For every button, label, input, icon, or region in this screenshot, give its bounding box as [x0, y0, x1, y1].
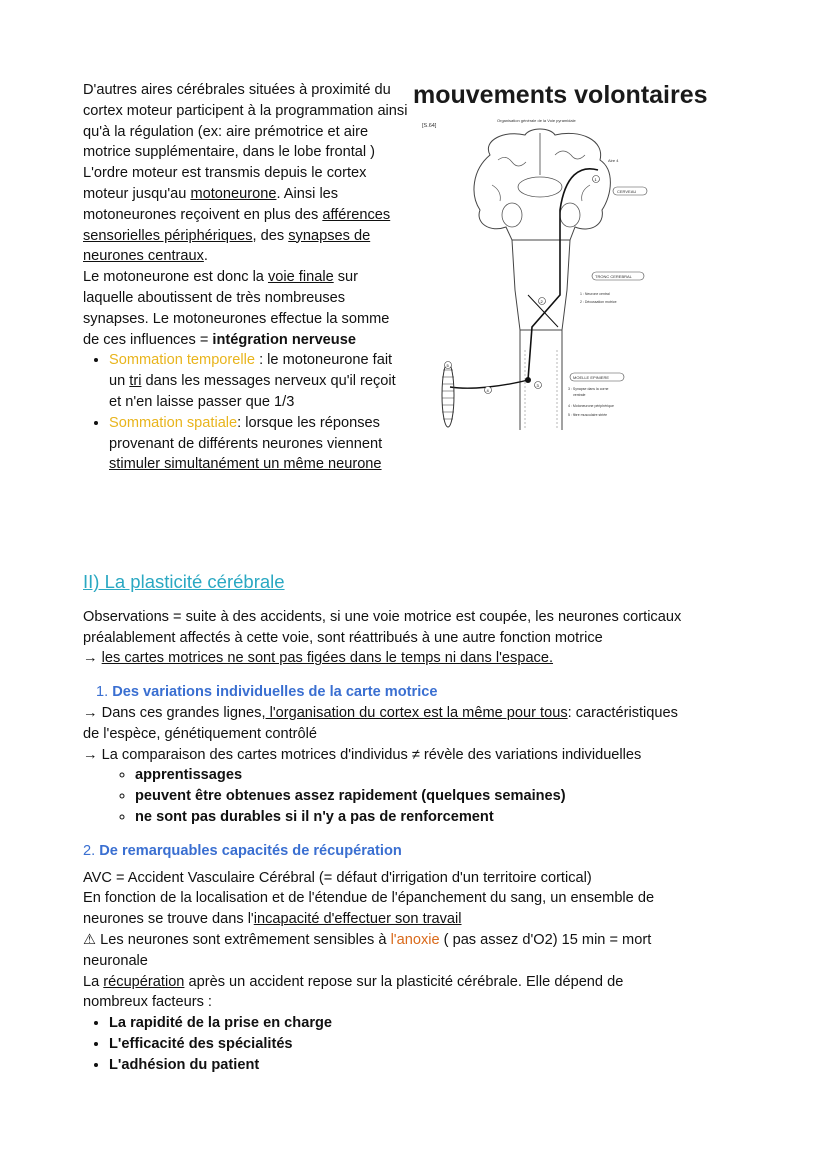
- paragraph-cortex-areas: [83, 80, 408, 163]
- marker-4: 4: [486, 388, 489, 393]
- observation-line: Observations = suite à des accidents, si une voie motrice est coupée, les neurones corticaux: [83, 608, 682, 625]
- legend-3: 3 : Synapse dans la corne: [568, 387, 609, 391]
- muscle-striations: [442, 370, 454, 419]
- paragraph-motor-order: [83, 163, 408, 267]
- list-item: • La rapidité de la prise en charge: [109, 1013, 763, 1034]
- label-tronc: TRONC CEREBRAL: [595, 274, 632, 279]
- observation-conclusion: [83, 648, 763, 669]
- recovery-line: AVC = Accident Vasculaire Cérébral (= défaut d'irrigation d'un territoire cortical): [83, 869, 592, 886]
- label-cerveau: CERVEAU: [617, 189, 637, 194]
- variation-line: [83, 703, 763, 724]
- text: L'ordre moteur est transmis depuis le cortex moteur jusqu'au: [83, 165, 367, 202]
- text: : lorsque les réponses provenant de différents neurones viennent: [109, 414, 383, 452]
- text: neurones se trouve dans l': [83, 911, 254, 928]
- recovery-line: [83, 972, 763, 993]
- list-item: ◦ peuvent être obtenues assez rapidement (quelques semaines): [135, 786, 763, 807]
- pyramidal-pathway-diagram: [420, 115, 660, 435]
- text: : le motoneurone fait un: [109, 352, 393, 390]
- text: Le motoneurone est donc la: [83, 269, 268, 286]
- legend-5: 5 : fibre musculaire striée: [568, 413, 608, 417]
- legend-4: 4 : Motoneurone périphérique: [568, 404, 614, 408]
- list-item: ◦ ne sont pas durables si il n'y a pas de renforcement: [135, 807, 763, 828]
- recovery-line: En fonction de la localisation et de l'étendue de l'épanchement du sang, un ensemble de: [83, 890, 655, 907]
- underlined-term: afférences sensorielles périphériques: [83, 206, 391, 244]
- underlined-term: tri: [129, 373, 142, 390]
- text: après un accident repose sur la plasticité cérébrale. Elle dépend de: [184, 973, 624, 990]
- observation-line: préalablement affectés à cette voie, sont réattribués à une autre fonction motrice: [83, 629, 603, 646]
- highlight-term: Sommation spatiale: [109, 414, 238, 431]
- central-neuron-path: [528, 169, 598, 380]
- summation-list: [83, 350, 408, 475]
- underlined-term: voie finale: [267, 269, 334, 286]
- text: dans les messages nerveux qu'il reçoit et n'en laisse passer que 1/3: [109, 373, 396, 410]
- list-item: • L'efficacité des spécialités: [109, 1034, 763, 1055]
- underlined-term: stimuler simultanément un même neurone: [109, 456, 382, 473]
- legend-1: 1 : Neurone central: [580, 292, 610, 296]
- underlined-term: motoneurone: [190, 185, 277, 202]
- bold-term: intégration nerveuse: [212, 331, 356, 348]
- text: .: [203, 248, 208, 265]
- variation-line: de l'espèce, génétiquement contrôlé: [83, 725, 318, 742]
- highlight-term: l'anoxie: [390, 931, 440, 948]
- left-column: [83, 80, 408, 475]
- text: , des: [252, 227, 289, 244]
- underlined-term: récupération: [103, 973, 185, 990]
- text: → Dans ces grandes lignes,: [83, 704, 266, 721]
- text: ⚠ Les neurones sont extrêmement sensibles à: [83, 931, 391, 948]
- section-title: II) La plasticité cérébrale: [83, 571, 285, 592]
- brain-outline: [474, 129, 610, 240]
- muscle-fiber: [442, 363, 454, 427]
- text: La: [83, 973, 104, 990]
- right-temporal: [560, 203, 580, 227]
- heading-text: De remarquables capacités de récupération: [99, 842, 402, 859]
- section-plasticity: [83, 572, 763, 1076]
- legend-3b: ventrale: [573, 393, 586, 397]
- label-aire4: Aire 4: [608, 158, 619, 163]
- figure-title: mouvements volontaires: [413, 81, 708, 109]
- paragraph-final-path: [83, 267, 408, 350]
- highlight-term: Sommation temporelle: [109, 352, 256, 369]
- marker-3: 3: [536, 383, 539, 388]
- text: . Ainsi les motoneurones reçoivent en plus des: [83, 185, 339, 223]
- marker-5: 5: [446, 363, 449, 368]
- heading-number: 2.: [83, 842, 96, 859]
- variation-line: → La comparaison des cartes motrices d'individus ≠ révèle des variations individuelles: [83, 746, 642, 763]
- legend-2: 2 : Décussation motrice: [580, 300, 617, 304]
- brain-gyri: [492, 151, 590, 201]
- heading-text: Des variations individuelles de la carte motrice: [112, 684, 438, 701]
- recovery-line: [83, 909, 763, 930]
- recovery-line: neuronale: [83, 952, 148, 969]
- text: ( pas assez d'O2) 15 min = mort: [439, 931, 652, 948]
- synapse-dot: [525, 377, 531, 383]
- text: sur laquelle aboutissent de très nombreuses synapses. Le motoneurones effectue la somme de ces influences =: [83, 269, 390, 348]
- arrow: →: [83, 650, 102, 667]
- underlined-term: l'organisation du cortex est la même pour tous: [265, 704, 568, 721]
- left-temporal: [502, 203, 522, 227]
- list-item: [109, 413, 408, 475]
- list-item: [109, 350, 408, 412]
- marker-2: 2: [540, 299, 543, 304]
- list-item: • L'adhésion du patient: [109, 1055, 763, 1076]
- label-moelle: MOELLE EPINIERE: [573, 375, 610, 380]
- heading-number: 1.: [96, 684, 109, 701]
- subheading-recovery: [83, 841, 763, 862]
- underlined-term: synapses de neurones centraux: [83, 227, 371, 265]
- recovery-line: nombreux facteurs :: [83, 994, 212, 1011]
- subheading-variations: [83, 682, 763, 703]
- text: D'autres aires cérébrales situées à proximité du cortex moteur participent à la programmation ainsi qu'à la régulation (ex: aire prémotrice et aire motrice supplémentaire, dans le lobe frontal ): [83, 82, 408, 161]
- underlined-term: les cartes motrices ne sont pas figées dans le temps ni dans l'espace.: [101, 650, 554, 667]
- ventricle: [518, 177, 562, 197]
- figure-caption: Organisation générale de la Voie pyramidale: [497, 118, 576, 123]
- marker-1: 1: [594, 177, 597, 182]
- underlined-term: incapacité d'effectuer son travail: [253, 911, 462, 928]
- variation-list: [83, 765, 763, 827]
- recovery-factors-list: [83, 1013, 763, 1075]
- text: : caractéristiques: [567, 704, 678, 721]
- figure-ref: [S.64]: [422, 123, 437, 129]
- recovery-warning: [83, 930, 763, 951]
- list-item: ◦ apprentissages: [135, 765, 763, 786]
